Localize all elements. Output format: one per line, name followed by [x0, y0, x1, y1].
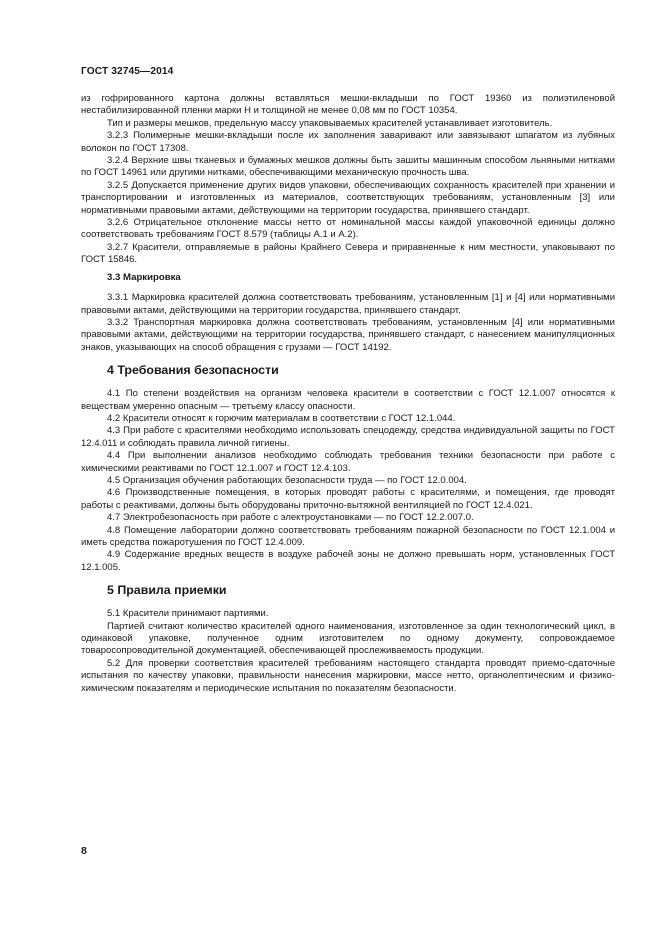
paragraph: из гофрированного картона должны вставляться мешки-вкладыши по ГОСТ 19360 из полиэтиленовой нестабилизированной пленки марки Н и толщиной не менее 0,08 мм по ГОСТ 10354. — [81, 93, 615, 117]
section-heading: 5 Правила приемки — [107, 583, 227, 598]
paragraph: 3.2.6 Отрицательное отклонение массы нетто от номинальной массы каждой упаковочной единицы должно соответствовать требованиям ГОСТ 8.579 (таблицы А.1 и А.2). — [81, 217, 615, 241]
paragraph: 3.2.3 Полимерные мешки-вкладыши после их заполнения заваривают или завязывают шпагатом из лубяных волокон по ГОСТ 17308. — [81, 130, 615, 154]
paragraph: 4.7 Электробезопасность при работе с электроустановками — по ГОСТ 12.2.007.0. — [107, 512, 474, 524]
paragraph: 4.8 Помещение лаборатории должно соответствовать требованиям пожарной безопасности по ГОСТ 12.1.004 и иметь средства пожаротушения по ГОСТ 12.4.009. — [81, 524, 615, 548]
page-number: 8 — [81, 845, 87, 857]
paragraph: 3.2.7 Красители, отправляемые в районы Крайнего Севера и приравненные к ним местности, упаковывают по ГОСТ 15846. — [81, 241, 615, 266]
section-heading: 4 Требования безопасности — [107, 363, 279, 378]
document-body — [81, 93, 615, 695]
paragraph: Партией считают количество красителей одного наименования, изготовленное за один технологический цикл, в одинаковой упаковке, полученное одним изготовителем по одному документу, сопровождаемое товаросопроводительной документацией, обеспечивающей прослеживаемость продукции. — [81, 620, 615, 657]
paragraph: 3.3.2 Транспортная маркировка должна соответствовать требованиям, установленным [4] или нормативными правовыми актами, действующими на территории государства, принявшего стандарт, с нанесением манипуляционных знаков, указывающих на способ обращения с грузами — ГОСТ 14192. — [81, 316, 615, 353]
paragraph: 3.2.5 Допускается применение других видов упаковки, обеспечивающих сохранность красителей при хранении и транспортировании и изготовленных из материалов, соответствующих требованиям, установленным [3] или нормативными правовыми актами, действующими на территории государства, принявшего стандарт. — [81, 179, 615, 216]
paragraph: 4.1 По степени воздействия на организм человека красители в соответствии с ГОСТ 12.1.007 относятся к веществам умеренно опасным — третьему классу опасности. — [81, 388, 615, 412]
paragraph: 4.4 При выполнении анализов необходимо соблюдать требования техники безопасности при работе с химическими реактивами по ГОСТ 12.1.007 и ГОСТ 12.4.103. — [81, 450, 615, 474]
paragraph: 4.2 Красители относят к горючим материалам в соответствии с ГОСТ 12.1.044. — [107, 412, 456, 424]
paragraph: Тип и размеры мешков, предельную массу упаковываемых красителей устанавливает изготовитель. — [107, 117, 553, 129]
paragraph: 4.6 Производственные помещения, в которых проводят работы с красителями, и помещения, где проводят работы с реактивами, должны быть оборудованы приточно-вытяжной вентиляцией по ГОСТ 12.4.021. — [81, 487, 615, 511]
document-header: ГОСТ 32745—2014 — [81, 66, 174, 77]
paragraph: 5.2 Для проверки соответствия красителей требованиям настоящего стандарта проводят приемо-сдаточные испытания по качеству упаковки, правильности нанесения маркировки, массе нетто, органолептическим и физико-химическим показателям и периодические испытания по показателям безопасности. — [81, 657, 615, 694]
subsection-heading: 3.3 Маркировка — [107, 271, 181, 283]
paragraph: 4.9 Содержание вредных веществ в воздухе рабочей зоны не должно превышать норм, установленных ГОСТ 12.1.005. — [81, 549, 615, 573]
paragraph: 3.3.1 Маркировка красителей должна соответствовать требованиям, установленным [1] и [4] или нормативными правовыми актами, действующими на территории государства, принявшего стандарт. — [81, 292, 615, 316]
paragraph: 5.1 Красители принимают партиями. — [107, 608, 269, 620]
paragraph: 4.3 При работе с красителями необходимо использовать спецодежду, средства индивидуальной защиты по ГОСТ 12.4.011 и соблюдать правила личной гигиены. — [81, 425, 615, 449]
paragraph: 3.2.4 Верхние швы тканевых и бумажных мешков должны быть зашиты машинным способом льняными нитками по ГОСТ 14961 или другими нитками, обеспечивающими механическую прочность шва. — [81, 155, 615, 179]
paragraph: 4.5 Организация обучения работающих безопасности труда — по ГОСТ 12.0.004. — [107, 474, 467, 486]
